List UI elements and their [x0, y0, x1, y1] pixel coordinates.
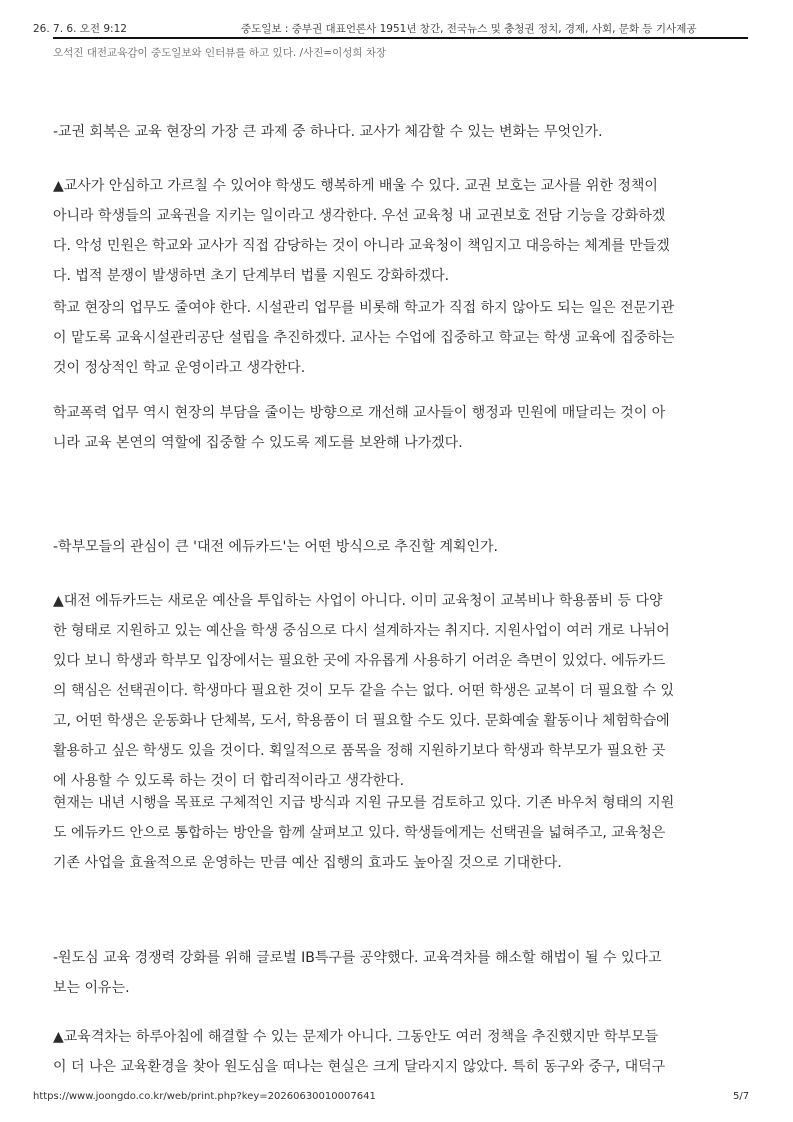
paragraph-line: -원도심 교육 경쟁력 강화를 위해 글로벌 IB특구를 공약했다. 교육격차를 해소할 해법이 될 수 있다고 [53, 950, 662, 966]
paragraph-line: 학교폭력 업무 역시 현장의 부담을 줄이는 방향으로 개선해 교사들이 행정과 민원에 매달리는 것이 아 [53, 405, 666, 421]
article-paragraph [53, 398, 753, 458]
print-datetime: 26. 7. 6. 오전 9:12 [33, 23, 127, 35]
paragraph-line: 학교 현장의 업무도 줄여야 한다. 시설관리 업무를 비롯해 학교가 직접 하지 않아도 되는 일은 전문기관 [53, 300, 675, 316]
article-paragraph [53, 1022, 753, 1082]
paragraph-line: 있다 보니 학생과 학부모 입장에서는 필요한 곳에 자유롭게 사용하기 어려운 측면이 있었다. 에듀카드 [53, 653, 666, 669]
photo-caption: 오석진 대전교육감이 중도일보와 인터뷰를 하고 있다. /사진=이성희 차장 [53, 47, 387, 59]
page-header-title: 중도일보 : 중부권 대표언론사 1951년 창간, 전국뉴스 및 충청권 정치, 경제, 사회, 문화 등 기사제공 [241, 23, 697, 35]
page-number: 5/7 [733, 1091, 750, 1102]
article-paragraph [53, 586, 753, 796]
paragraph-line: 것이 정상적인 학교 운영이라고 생각한다. [53, 360, 306, 376]
footer-url[interactable]: https://www.joongdo.co.kr/web/print.php?key=20260630010007641 [33, 1091, 376, 1102]
article-paragraph [53, 293, 753, 383]
article-paragraph [53, 532, 753, 562]
paragraph-line: 도 에듀카드 안으로 통합하는 방안을 함께 살펴보고 있다. 학생들에게는 선택권을 넓혀주고, 교육청은 [53, 825, 666, 841]
paragraph-line: 니라 교육 본연의 역할에 집중할 수 있도록 제도를 보완해 나가겠다. [53, 435, 463, 451]
article-paragraph [53, 943, 753, 1003]
paragraph-line: 기존 사업을 효율적으로 운영하는 만큼 예산 집행의 효과도 높아질 것으로 기대한다. [53, 855, 562, 871]
paragraph-line: ▲교육격차는 하루아침에 해결할 수 있는 문제가 아니다. 그동안도 여러 정책을 추진했지만 학부모들 [53, 1029, 659, 1045]
paragraph-line: -교권 회복은 교육 현장의 가장 큰 과제 중 하나다. 교사가 체감할 수 있는 변화는 무엇인가. [53, 124, 603, 140]
article-paragraph [53, 117, 753, 147]
paragraph-line: 보는 이유는. [53, 980, 130, 996]
header-divider [53, 37, 748, 39]
paragraph-line: 의 핵심은 선택권이다. 학생마다 필요한 것이 모두 같을 수는 없다. 어떤 학생은 교복이 더 필요할 수 있 [53, 683, 675, 699]
article-paragraph [53, 171, 753, 291]
paragraph-line: 이 더 나은 교육환경을 찾아 원도심을 떠나는 현실은 크게 달라지지 않았다. 특히 동구와 중구, 대덕구 [53, 1059, 666, 1075]
paragraph-line: 다. 법적 분쟁이 발생하면 초기 단계부터 법률 지원도 강화하겠다. [53, 268, 450, 284]
paragraph-line: ▲대전 에듀카드는 새로운 예산을 투입하는 사업이 아니다. 이미 교육청이 교복비나 학용품비 등 다양 [53, 593, 663, 609]
paragraph-line: 한 형태로 지원하고 있는 예산을 학생 중심으로 다시 설계하자는 취지다. 지원사업이 여러 개로 나뉘어 [53, 623, 670, 639]
paragraph-line: 다. 악성 민원은 학교와 교사가 직접 감당하는 것이 아니라 교육청이 책임지고 대응하는 체계를 만들겠 [53, 238, 670, 254]
article-paragraph [53, 788, 753, 878]
paragraph-line: 아니라 학생들의 교육권을 지키는 일이라고 생각한다. 우선 교육청 내 교권보호 전담 기능을 강화하겠 [53, 208, 666, 224]
paragraph-line: -학부모들의 관심이 큰 '대전 에듀카드'는 어떤 방식으로 추진할 계획인가. [53, 539, 498, 555]
paragraph-line: 현재는 내년 시행을 목표로 구체적인 지급 방식과 지원 규모를 검토하고 있다. 기존 바우처 형태의 지원 [53, 795, 675, 811]
paragraph-line: 활용하고 싶은 학생도 있을 것이다. 획일적으로 품목을 정해 지원하기보다 학생과 학부모가 필요한 곳 [53, 743, 666, 759]
paragraph-line: 에 사용할 수 있도록 하는 것이 더 합리적이라고 생각한다. [53, 773, 405, 789]
paragraph-line: 고, 어떤 학생은 운동화나 단체복, 도서, 학용품이 더 필요할 수도 있다. 문화예술 활동이나 체험학습에 [53, 713, 670, 729]
paragraph-line: 이 맡도록 교육시설관리공단 설립을 추진하겠다. 교사는 수업에 집중하고 학교는 학생 교육에 집중하는 [53, 330, 675, 346]
paragraph-line: ▲교사가 안심하고 가르칠 수 있어야 학생도 행복하게 배울 수 있다. 교권 보호는 교사를 위한 정책이 [53, 178, 658, 194]
